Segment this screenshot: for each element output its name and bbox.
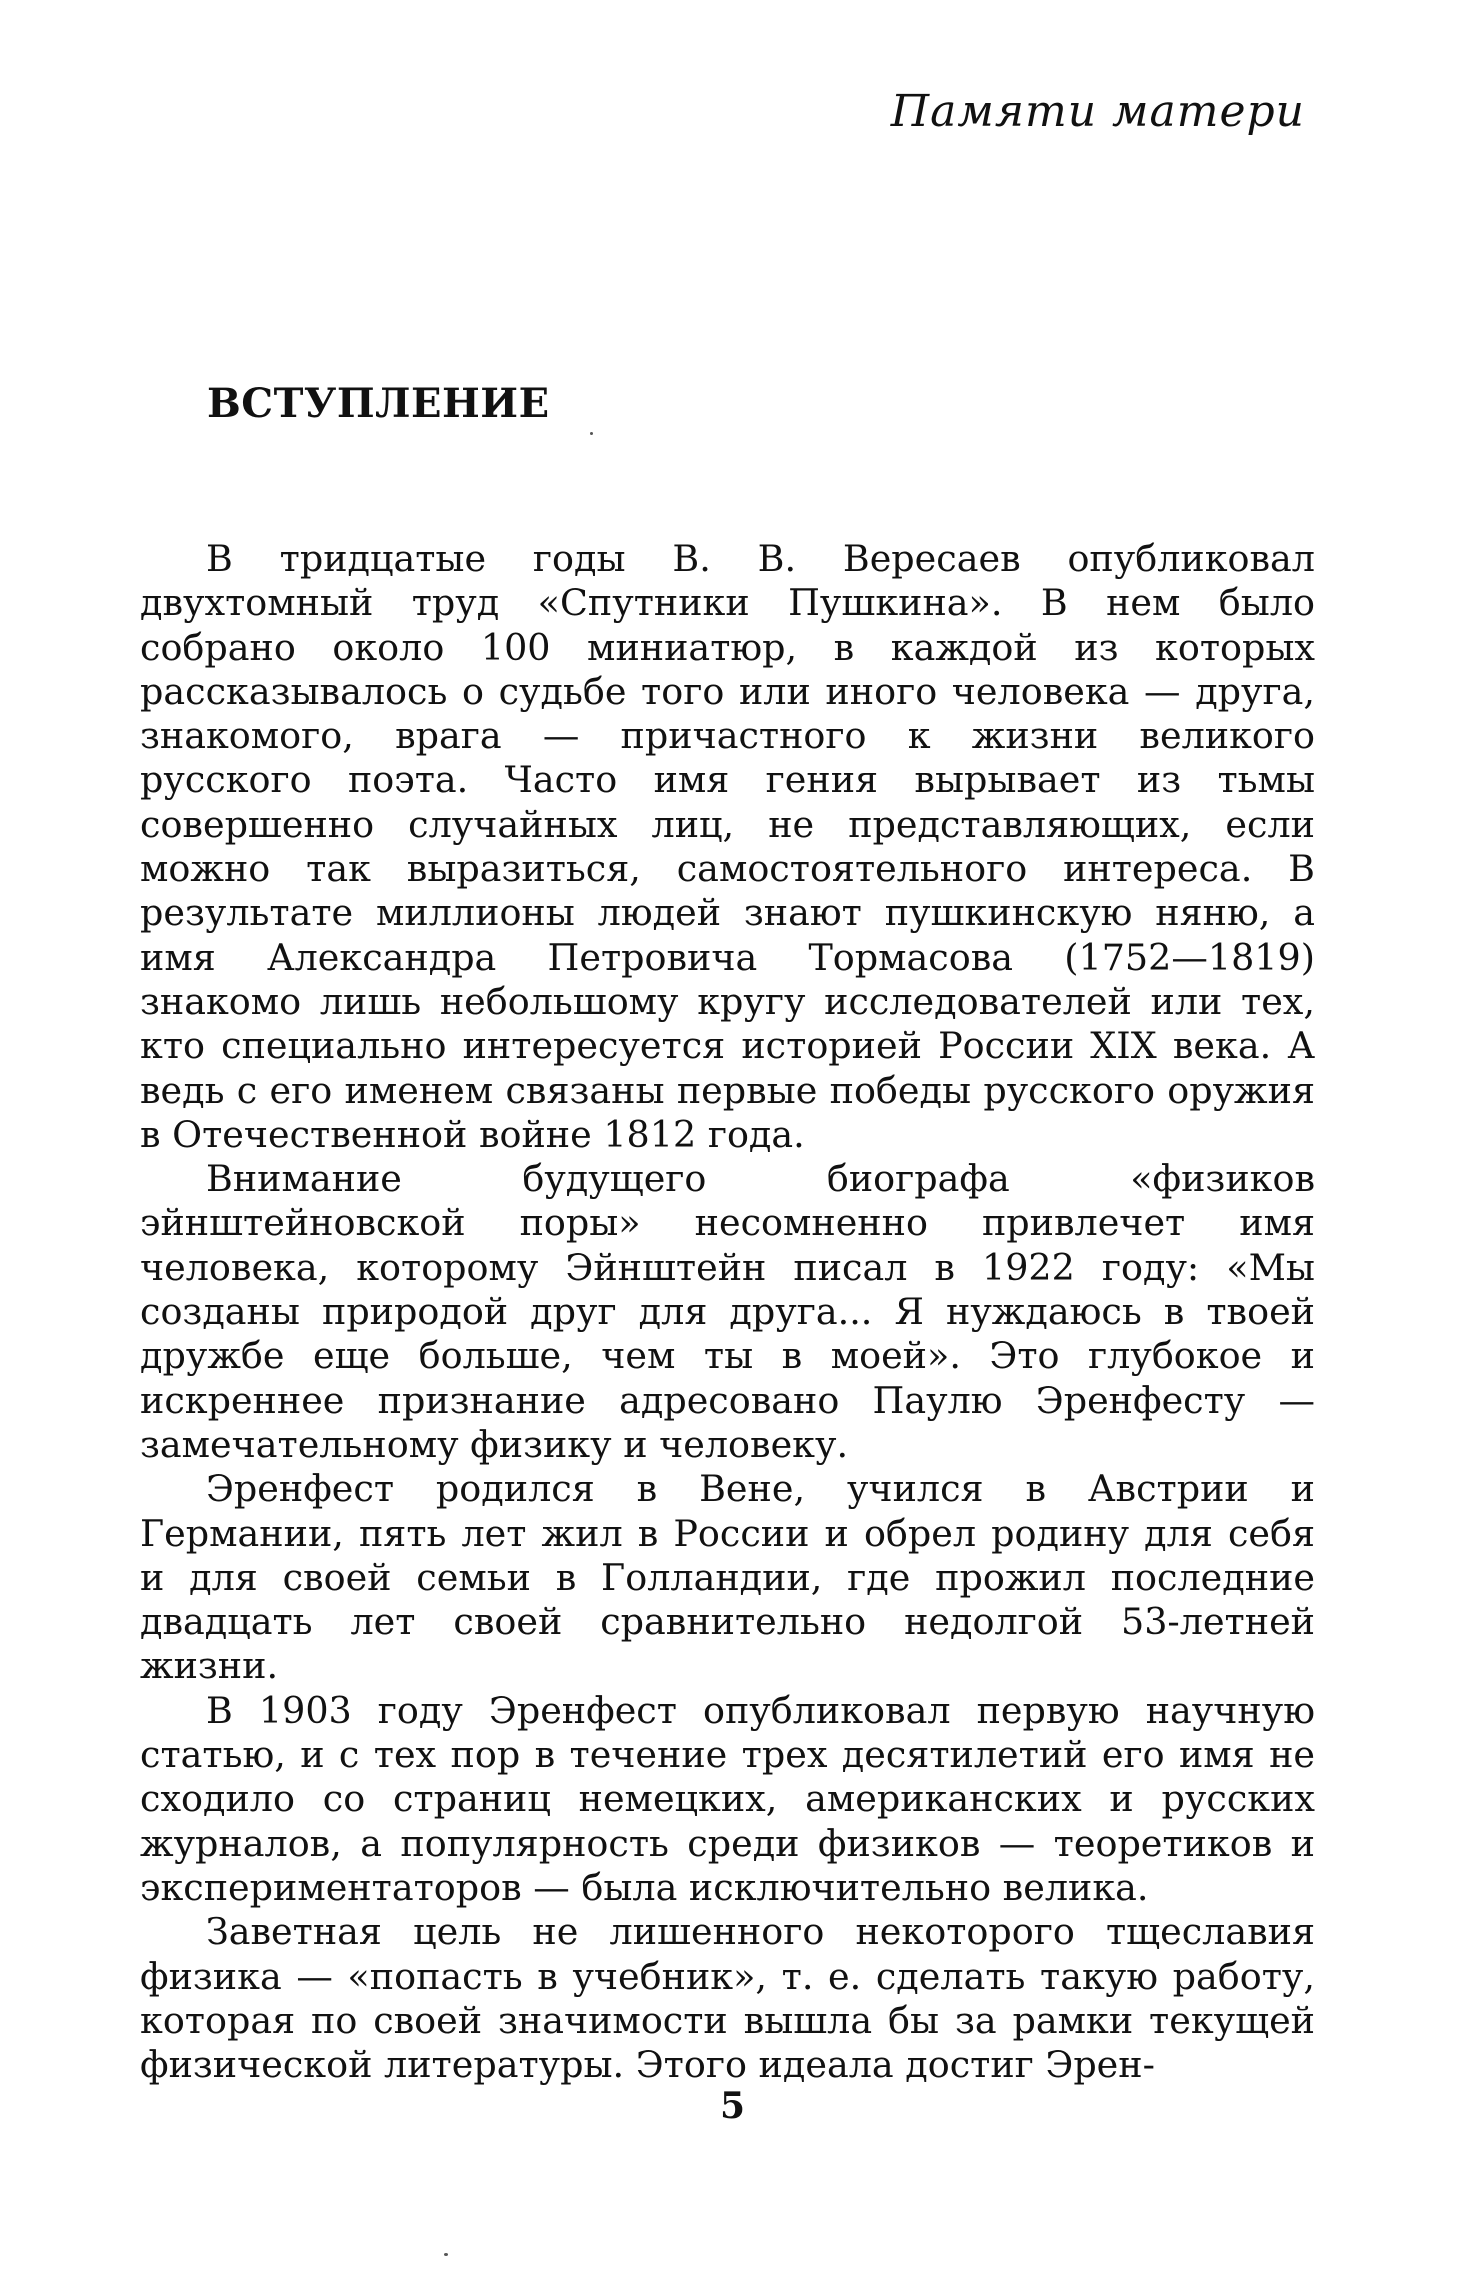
epigraph: Памяти матери: [890, 86, 1305, 137]
paragraph: В тридцатые годы В. В. Вересаев опубликовал двухтомный труд «Спутники Пушкина». В нем было собрано около 100 миниатюр, в каждой из которых рассказывалось о судьбе того или иного человека — друга, знакомого, врага — причастного к жизни великого русского поэта. Часто имя гения вырывает из тьмы совершенно случайных лиц, не представляющих, если можно так выразиться, самостоятельного интереса. В результате миллионы людей знают пушкинскую няню, а имя Александра Петровича Тормасова (1752—1819) знакомо лишь небольшому кругу исследователей или тех, кто специально интересуется историей России XIX века. А ведь с его именем связаны первые победы русского оружия в Отечественной войне 1812 года.: [140, 537, 1315, 1156]
scan-speck: [444, 2253, 448, 2256]
paragraph: В 1903 году Эренфест опубликовал первую научную статью, и с тех пор в течение трех десятилетий его имя не сходило со страниц немецких, американских и русских журналов, а популярность среди физиков — теоретиков и экспериментаторов — была исключительно велика.: [140, 1688, 1315, 1909]
paragraph: Внимание будущего биографа «физиков эйнштейновской поры» несомненно привлечет имя человека, которому Эйнштейн писал в 1922 году: «Мы созданы природой друг для друга... Я нуждаюсь в твоей дружбе еще больше, чем ты в моей». Это глубокое и искреннее признание адресовано Паулю Эренфесту — замечательному физику и человеку.: [140, 1157, 1315, 1466]
body-text: [140, 537, 1315, 2087]
paragraph: Заветная цель не лишенного некоторого тщеславия физика — «попасть в учебник», т. е. сделать такую работу, которая по своей значимости вышла бы за рамки текущей физической литературы. Этого идеала достиг Эрен-: [140, 1910, 1315, 2087]
scan-speck: [590, 432, 593, 435]
page-number: 5: [719, 2085, 746, 2127]
chapter-title: ВСТУПЛЕНИЕ: [207, 380, 550, 427]
paragraph: Эренфест родился в Вене, учился в Австрии и Германии, пять лет жил в России и обрел родину для себя и для своей семьи в Голландии, где прожил последние двадцать лет своей сравнительно недолгой 53-летней жизни.: [140, 1467, 1315, 1688]
